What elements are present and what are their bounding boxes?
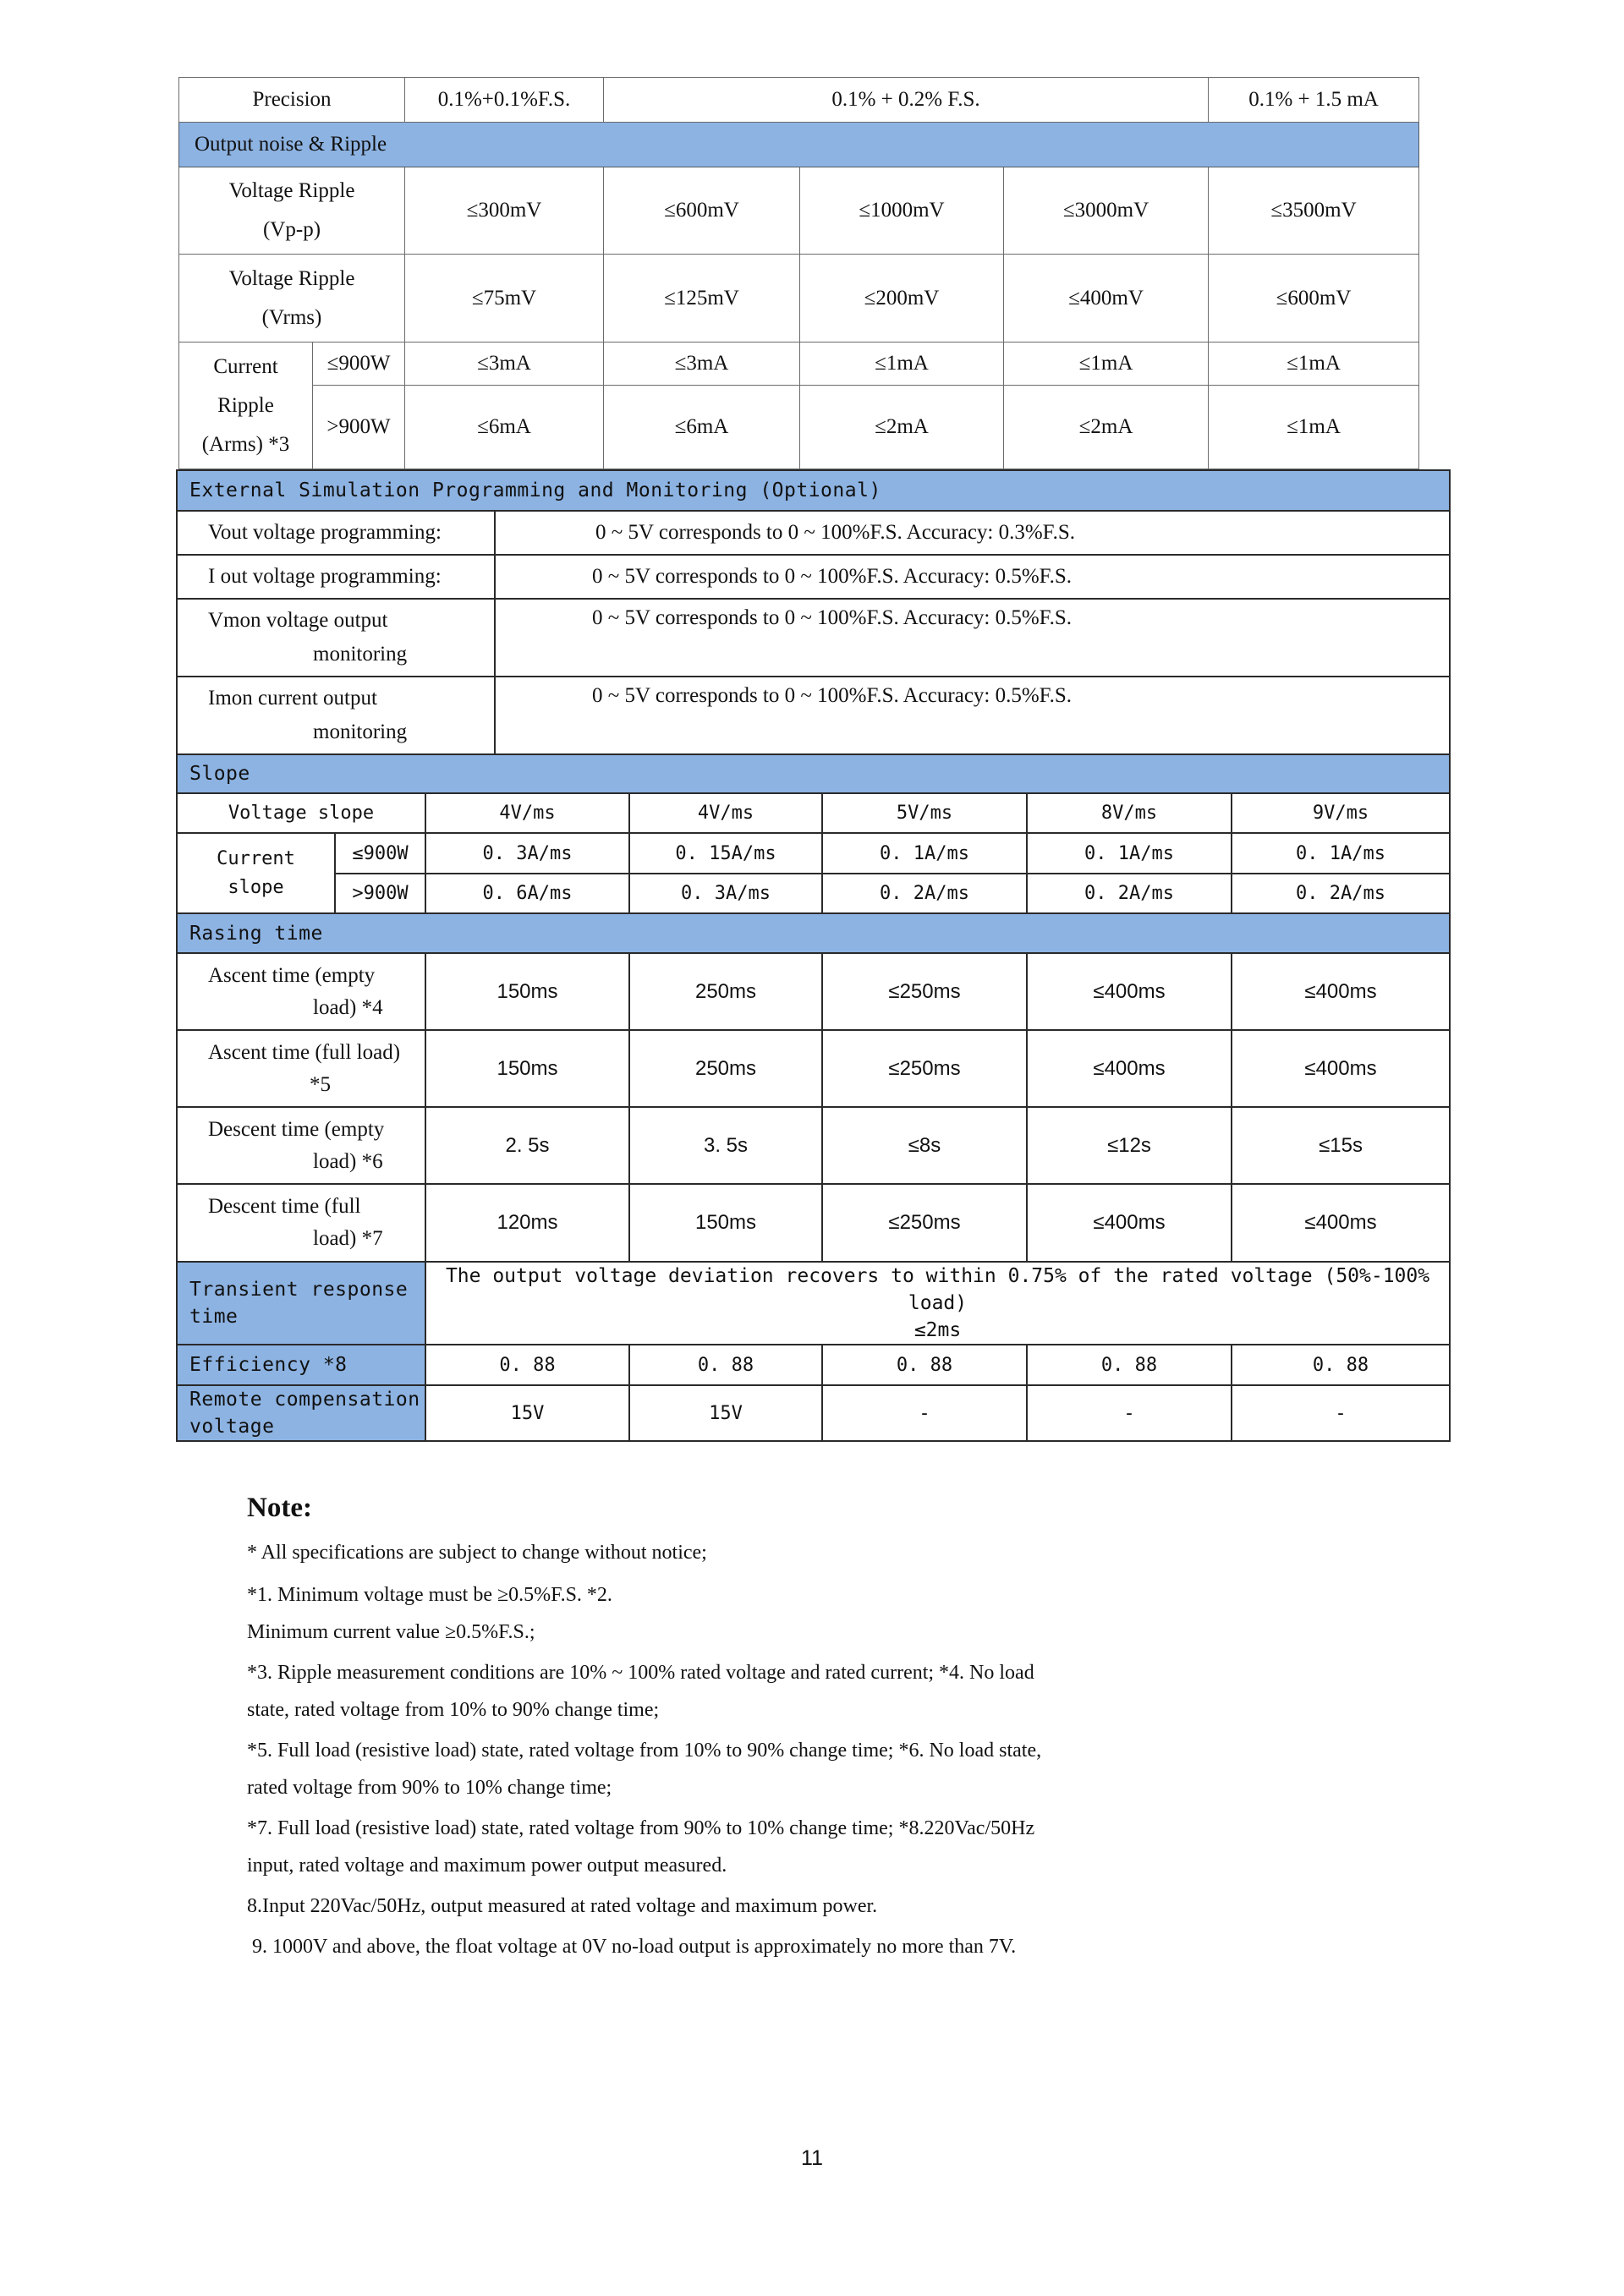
row-label xyxy=(177,1030,425,1107)
label-line: *5 xyxy=(310,1072,331,1096)
label-line: slope xyxy=(228,876,284,898)
row-label xyxy=(177,833,335,913)
cell: ≤400ms xyxy=(1027,1030,1232,1107)
section-header-slope: Slope xyxy=(177,754,1450,793)
precision-row xyxy=(179,78,1419,123)
cell: 120ms xyxy=(425,1184,629,1262)
transient-row xyxy=(177,1262,1450,1345)
label-line: load) *4 xyxy=(313,995,383,1019)
precision-value: 0.1% + 0.2% F.S. xyxy=(604,78,1209,123)
row-label xyxy=(177,1385,425,1441)
section-header-row xyxy=(177,754,1450,793)
cell: 2. 5s xyxy=(425,1107,629,1184)
page-number: 11 xyxy=(801,2146,823,2170)
cell: ≤75mV xyxy=(405,255,604,342)
cell: ≤600mV xyxy=(1209,255,1419,342)
label-line: monitoring xyxy=(313,721,408,743)
cell: ≤1000mV xyxy=(800,167,1004,255)
label-line: monitoring xyxy=(313,643,408,666)
cell: ≤600mV xyxy=(604,167,800,255)
cell: ≤400ms xyxy=(1232,953,1450,1030)
voltage-ripple-pp-row xyxy=(179,167,1419,255)
label-line: Descent time (empty xyxy=(208,1117,385,1141)
cell: - xyxy=(822,1385,1027,1441)
row-label xyxy=(177,599,495,677)
precision-value: 0.1% + 1.5 mA xyxy=(1209,78,1419,123)
note-line: *1. Minimum voltage must be ≥0.5%F.S. *2. xyxy=(247,1584,612,1606)
section-header-row xyxy=(177,913,1450,953)
external-row xyxy=(177,677,1450,754)
row-value: 0 ~ 5V corresponds to 0 ~ 100%F.S. Accuracy: 0.5%F.S. xyxy=(495,555,1450,599)
remote-compensation-row xyxy=(177,1385,1450,1441)
rising-row xyxy=(177,1107,1450,1184)
external-row xyxy=(177,511,1450,555)
label-line: load) *7 xyxy=(313,1227,383,1250)
cell: 0. 88 xyxy=(425,1345,629,1385)
cell: 5V/ms xyxy=(822,793,1027,833)
cell: ≤3500mV xyxy=(1209,167,1419,255)
label-line: (Arms) *3 xyxy=(201,432,290,456)
notes-title: Note: xyxy=(247,1493,312,1523)
label-line: time xyxy=(189,1306,239,1328)
cell: ≤400ms xyxy=(1232,1030,1450,1107)
cell: - xyxy=(1232,1385,1450,1441)
row-label: I out voltage programming: xyxy=(177,555,495,599)
label-line: Descent time (full xyxy=(208,1195,361,1218)
cell: 15V xyxy=(629,1385,822,1441)
cell: ≤3000mV xyxy=(1004,167,1209,255)
condition-cell: ≤900W xyxy=(313,342,405,386)
cell: - xyxy=(1027,1385,1232,1441)
cell: ≤2mA xyxy=(1004,386,1209,469)
label-line: Ascent time (empty xyxy=(208,963,376,987)
label-line: Current xyxy=(217,847,295,869)
note-line: *5. Full load (resistive load) state, rated voltage from 10% to 90% change time; *6. No load state, xyxy=(247,1740,1042,1762)
condition-cell: ≤900W xyxy=(335,833,425,874)
cell: ≤2mA xyxy=(800,386,1004,469)
note-line: Minimum current value ≥0.5%F.S.; xyxy=(247,1621,535,1643)
cell: ≤400mV xyxy=(1004,255,1209,342)
cell: 0. 3A/ms xyxy=(629,874,822,913)
cell: ≤125mV xyxy=(604,255,800,342)
label-line: Ascent time (full load) xyxy=(208,1040,401,1064)
transient-value xyxy=(425,1262,1450,1345)
cell: 0. 15A/ms xyxy=(629,833,822,874)
section-header-rising-time: Rasing time xyxy=(177,913,1450,953)
note-line: state, rated voltage from 10% to 90% change time; xyxy=(247,1699,660,1721)
precision-label: Precision xyxy=(179,78,405,123)
cell: 4V/ms xyxy=(425,793,629,833)
cell: 150ms xyxy=(629,1184,822,1262)
cell: 0. 1A/ms xyxy=(1232,833,1450,874)
label-line: Imon current output xyxy=(208,687,377,710)
cell: ≤15s xyxy=(1232,1107,1450,1184)
row-label: Efficiency *8 xyxy=(177,1345,425,1385)
note-line: rated voltage from 90% to 10% change time; xyxy=(247,1777,612,1799)
cell: 15V xyxy=(425,1385,629,1441)
cell: ≤300mV xyxy=(405,167,604,255)
cell: ≤3mA xyxy=(604,342,800,386)
current-ripple-row-low xyxy=(179,342,1419,386)
cell: 0. 88 xyxy=(1027,1345,1232,1385)
section-header-noise-ripple: Output noise & Ripple xyxy=(179,123,1419,167)
row-label xyxy=(177,953,425,1030)
row-label xyxy=(177,1184,425,1262)
cell: 0. 88 xyxy=(822,1345,1027,1385)
label-line: Remote compensation xyxy=(189,1389,420,1411)
row-label: Vout voltage programming: xyxy=(177,511,495,555)
value-line: ≤2ms xyxy=(914,1319,962,1341)
external-row xyxy=(177,599,1450,677)
cell: 0. 88 xyxy=(1232,1345,1450,1385)
cell: ≤6mA xyxy=(405,386,604,469)
cell: 9V/ms xyxy=(1232,793,1450,833)
label-line: Voltage Ripple xyxy=(228,179,355,202)
note-line: * All specifications are subject to change without notice; xyxy=(247,1542,707,1564)
current-slope-row-high xyxy=(177,874,1450,913)
condition-cell: >900W xyxy=(335,874,425,913)
cell: 150ms xyxy=(425,953,629,1030)
note-line: 9. 1000V and above, the float voltage at 0V no-load output is approximately no more than 7V. xyxy=(247,1936,1017,1958)
label-line: voltage xyxy=(189,1416,275,1438)
label-line: (Vp-p) xyxy=(262,218,321,241)
cell: 3. 5s xyxy=(629,1107,822,1184)
ripple-spec-table xyxy=(178,77,1419,469)
row-label xyxy=(179,167,405,255)
current-slope-row-low xyxy=(177,833,1450,874)
cell: 0. 2A/ms xyxy=(1027,874,1232,913)
value-line: The output voltage deviation recovers to within 0.75% of the rated voltage (50%-100% load) xyxy=(445,1265,1430,1314)
cell: ≤1mA xyxy=(1209,342,1419,386)
programming-slope-timing-table xyxy=(176,469,1451,1442)
cell: ≤1mA xyxy=(800,342,1004,386)
cell: 150ms xyxy=(425,1030,629,1107)
rising-row xyxy=(177,953,1450,1030)
cell: ≤250ms xyxy=(822,1030,1027,1107)
cell: 4V/ms xyxy=(629,793,822,833)
cell: 0. 2A/ms xyxy=(1232,874,1450,913)
row-label xyxy=(179,342,313,469)
label-line: load) *6 xyxy=(313,1149,383,1173)
cell: ≤12s xyxy=(1027,1107,1232,1184)
cell: 250ms xyxy=(629,1030,822,1107)
rising-row xyxy=(177,1030,1450,1107)
label-line: Current xyxy=(213,354,278,378)
note-line: input, rated voltage and maximum power output measured. xyxy=(247,1855,727,1877)
label-line: Vmon voltage output xyxy=(208,609,388,632)
condition-cell: >900W xyxy=(313,386,405,469)
cell: ≤400ms xyxy=(1232,1184,1450,1262)
section-header-row xyxy=(179,123,1419,167)
note-line: *7. Full load (resistive load) state, rated voltage from 90% to 10% change time; *8.220Vac/50Hz xyxy=(247,1817,1035,1839)
label-line: Transient response xyxy=(189,1279,409,1301)
row-label xyxy=(179,255,405,342)
row-value: 0 ~ 5V corresponds to 0 ~ 100%F.S. Accuracy: 0.5%F.S. xyxy=(495,677,1450,754)
cell: 0. 1A/ms xyxy=(1027,833,1232,874)
voltage-slope-row xyxy=(177,793,1450,833)
current-ripple-row-high xyxy=(179,386,1419,469)
cell: ≤3mA xyxy=(405,342,604,386)
voltage-ripple-rms-row xyxy=(179,255,1419,342)
label-line: (Vrms) xyxy=(261,305,322,329)
row-label xyxy=(177,677,495,754)
cell: 8V/ms xyxy=(1027,793,1232,833)
section-header-external: External Simulation Programming and Monitoring (Optional) xyxy=(177,470,1450,511)
cell: 0. 6A/ms xyxy=(425,874,629,913)
section-header-row xyxy=(177,470,1450,511)
row-label: Voltage slope xyxy=(177,793,425,833)
cell: 250ms xyxy=(629,953,822,1030)
cell: 0. 88 xyxy=(629,1345,822,1385)
cell: ≤6mA xyxy=(604,386,800,469)
cell: ≤250ms xyxy=(822,953,1027,1030)
row-label xyxy=(177,1262,425,1345)
cell: ≤250ms xyxy=(822,1184,1027,1262)
precision-value: 0.1%+0.1%F.S. xyxy=(405,78,604,123)
row-label xyxy=(177,1107,425,1184)
label-line: Ripple xyxy=(217,393,274,417)
label-line: Voltage Ripple xyxy=(228,266,355,290)
cell: ≤400ms xyxy=(1027,1184,1232,1262)
cell: ≤1mA xyxy=(1004,342,1209,386)
note-line: 8.Input 220Vac/50Hz, output measured at rated voltage and maximum power. xyxy=(247,1895,878,1917)
rising-row xyxy=(177,1184,1450,1262)
notes-section xyxy=(247,1493,1177,1965)
cell: ≤200mV xyxy=(800,255,1004,342)
external-row xyxy=(177,555,1450,599)
cell: 0. 1A/ms xyxy=(822,833,1027,874)
note-line: *3. Ripple measurement conditions are 10% ~ 100% rated voltage and rated current; *4. No load xyxy=(247,1662,1034,1684)
efficiency-row xyxy=(177,1345,1450,1385)
cell: ≤8s xyxy=(822,1107,1027,1184)
cell: ≤1mA xyxy=(1209,386,1419,469)
row-value: 0 ~ 5V corresponds to 0 ~ 100%F.S. Accuracy: 0.3%F.S. xyxy=(495,511,1450,555)
cell: 0. 3A/ms xyxy=(425,833,629,874)
cell: ≤400ms xyxy=(1027,953,1232,1030)
cell: 0. 2A/ms xyxy=(822,874,1027,913)
row-value: 0 ~ 5V corresponds to 0 ~ 100%F.S. Accuracy: 0.5%F.S. xyxy=(495,599,1450,677)
